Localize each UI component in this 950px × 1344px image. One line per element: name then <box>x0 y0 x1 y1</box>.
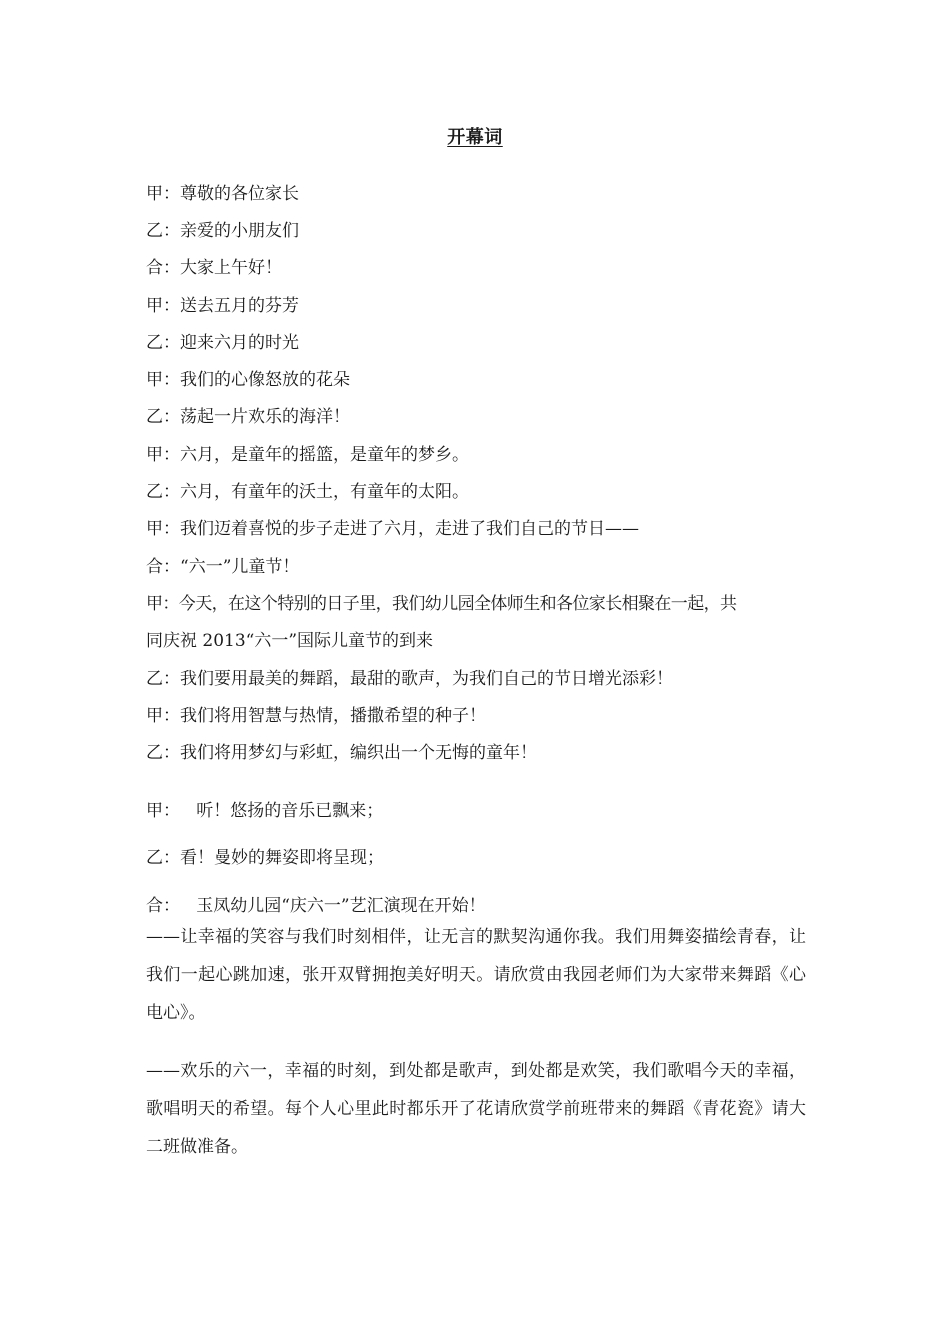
script-line: 甲：我们迈着喜悦的步子走进了六月，走进了我们自己的节日—— <box>146 519 639 539</box>
script-line: 合： 玉凤幼儿园“庆六一”艺汇演现在开始！ <box>146 896 486 916</box>
script-line: 乙：亲爱的小朋友们 <box>146 221 299 241</box>
script-line: 乙：荡起一片欢乐的海洋！ <box>146 407 350 427</box>
script-line: 甲：我们的心像怒放的花朵 <box>146 370 350 390</box>
script-line: 同庆祝 2013“六一”国际儿童节的到来 <box>146 631 434 651</box>
script-line: 甲： 听！悠扬的音乐已飘来； <box>146 801 384 821</box>
script-line: 合：“六一”儿童节！ <box>146 557 300 577</box>
script-line: 甲：我们将用智慧与热情，播撒希望的种子！ <box>146 706 486 726</box>
script-line: 乙：迎来六月的时光 <box>146 333 299 353</box>
script-line: 合：大家上午好！ <box>146 258 282 278</box>
script-line: 乙：看！曼妙的舞姿即将呈现； <box>146 848 384 868</box>
script-line: 甲：尊敬的各位家长 <box>146 184 299 204</box>
script-line: 乙：我们将用梦幻与彩虹，编织出一个无悔的童年！ <box>146 743 537 763</box>
script-line: 甲：今天，在这个特别的日子里，我们幼儿园全体师生和各位家长相聚在一起，共 <box>146 594 737 614</box>
script-line: 乙：我们要用最美的舞蹈，最甜的歌声，为我们自己的节日增光添彩！ <box>146 669 673 689</box>
script-line: 甲：送去五月的芬芳 <box>146 296 299 316</box>
script-line: 乙：六月，有童年的沃土，有童年的太阳。 <box>146 482 469 502</box>
script-line: 甲：六月，是童年的摇篮，是童年的梦乡。 <box>146 445 469 465</box>
narration-paragraph: ——让幸福的笑容与我们时刻相伴，让无言的默契沟通你我。我们用舞姿描绘青春，让我们一起心跳加速，张开双臂拥抱美好明天。请欣赏由我园老师们为大家带来舞蹈《心电心》。 <box>146 927 806 1023</box>
document-title: 开幕词 <box>447 127 503 148</box>
narration-paragraph: ——欢乐的六一，幸福的时刻，到处都是歌声，到处都是欢笑，我们歌唱今天的幸福，歌唱明天的希望。每个人心里此时都乐开了花请欣赏学前班带来的舞蹈《青花瓷》请大二班做准备。 <box>146 1061 806 1157</box>
